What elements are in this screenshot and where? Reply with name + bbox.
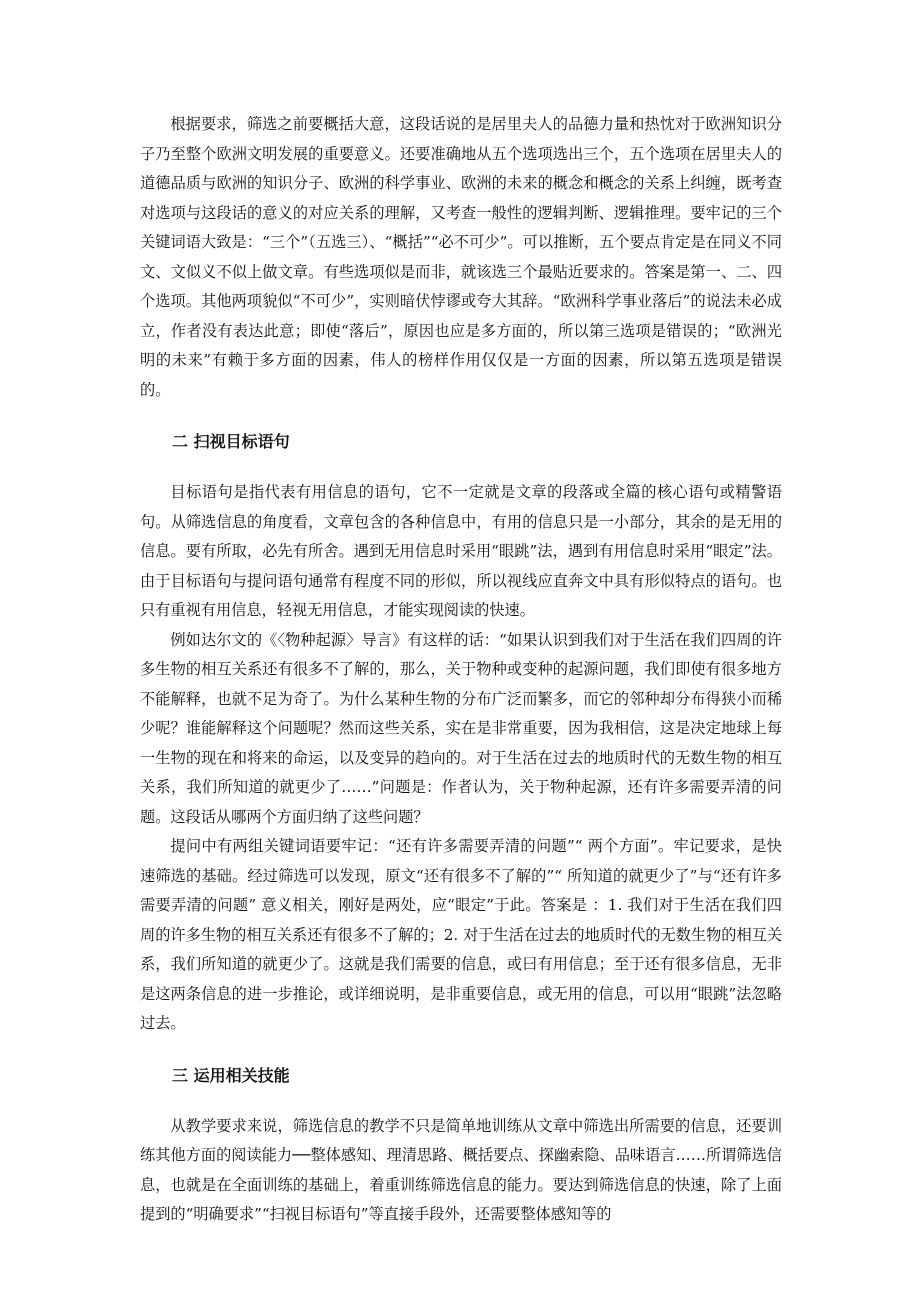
- section-heading: 三 运用相关技能: [172, 1065, 290, 1085]
- paragraph: 提问中有两组关键词语要牢记：“还有许多需要弄清的问题”“ 两个方面”。牢记要求，是快速筛选的基础。经过筛选可以发现，原文“还有很多不了解的”“ 所知道的就更少了”与“还有许多需要弄清的问题” 意义相关，刚好是两处，应“眼定”于此。答案是 ：1. 我们对于生活在我们四周的许多生物的相互关系还有很多不了解的；2. 对于生活在过去的地质时代的无数生物的相互关系，我们所知道的就更少了。这就是我们需要的信息，或曰有用信息；至于还有很多信息，无非是这两条信息的进一步推论，或详细说明，是非重要信息，或无用的信息，可以用“眼跳”法忽略过去。: [140, 837, 783, 1032]
- paragraph: 例如达尔文的《〈物种起源〉导言》有这样的话：“如果认识到我们对于生活在我们四周的许多生物的相互关系还有很多不了解的，那么，关于物种或变种的起源问题，我们即使有很多地方不能解释，也就不足为奇了。为什么某种生物的分布广泛而繁多，而它的邻种却分布得狭小而稀少呢？谁能解释这个问题呢？然而这些关系，实在是非常重要，因为我相信，这是决定地球上每一生物的现在和将来的命运，以及变异的趋向的。对于生活在过去的地质时代的无数生物的相互关系，我们所知道的就更少了……”问题是：作者认为，关于物种起源，还有许多需要弄清的问题。这段话从哪两个方面归纳了这些问题？: [140, 630, 782, 826]
- document-page: [140, 110, 782, 1230]
- paragraph: 从教学要求来说，筛选信息的教学不只是简单地训练从文章中筛选出所需要的信息，还要训练其他方面的阅读能力──整体感知、理清思路、概括要点、探幽索隐、品味语言……所谓筛选信息，也就是在全面训练的基础上，着重训练筛选信息的能力。要达到筛选信息的快速，除了上面提到的“明确要求”“扫视目标语句”等直接手段外，还需要整体感知等的: [140, 1116, 782, 1223]
- section-heading: 二 扫视目标语句: [172, 432, 290, 451]
- paragraph: 目标语句是指代表有用信息的语句，它不一定就是文章的段落或全篇的核心语句或精警语句。从筛选信息的角度看，文章包含的各种信息中，有用的信息只是一小部分，其余的是无用的信息。要有所取，必先有所舍。遇到无用信息时采用“眼跳”法，遇到有用信息时采用“眼定”法。由于目标语句与提问语句通常有程度不同的形似，所以视线应直奔文中具有形似特点的语句。也只有重视有用信息，轻视无用信息，才能实现阅读的快速。: [140, 483, 782, 619]
- paragraph: 根据要求，筛选之前要概括大意，这段话说的是居里夫人的品德力量和热忱对于欧洲知识分子乃至整个欧洲文明发展的重要意义。还要准确地从五个选项选出三个，五个选项在居里夫人的道德品质与欧洲的知识分子、欧洲的科学事业、欧洲的未来的概念和概念的关系上纠缠，既考查对选项与这段话的意义的对应关系的理解，又考查一般性的逻辑判断、逻辑推理。要牢记的三个关键词语大致是：“三个”（五选三）、“概括”“必不可少”。可以推断，五个要点肯定是在同义不同文、文似义不似上做文章。有些选项似是而非，就该选三个最贴近要求的。答案是第一、二、四个选项。其他两项貌似“不可少”，实则暗伏悖谬或夸大其辞。“欧洲科学事业落后”的说法未必成立，作者没有表达此意；即使“落后”，原因也应是多方面的，所以第三选项是错误的；“欧洲光明的未来”有赖于多方面的因素，伟人的榜样作用仅仅是一方面的因素，所以第五选项是错误的。: [140, 115, 782, 399]
